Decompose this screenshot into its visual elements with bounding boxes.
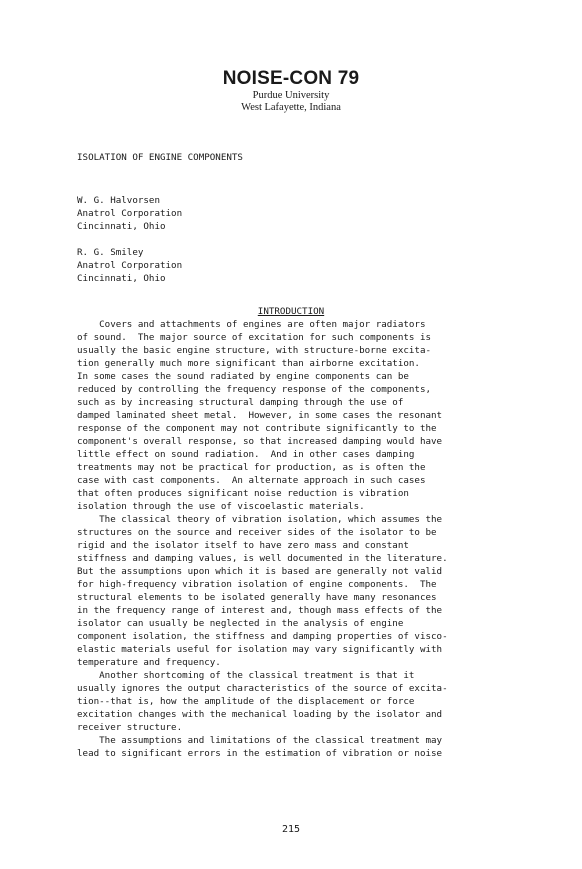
body-line: such as by increasing structural damping through the use of xyxy=(77,397,404,408)
body-line: elastic materials useful for isolation may vary significantly with xyxy=(77,644,443,655)
body-line: The assumptions and limitations of the classical treatment may xyxy=(77,735,443,746)
body-line: lead to significant errors in the estimation of vibration or noise xyxy=(77,748,443,759)
body-line: tion generally much more significant than airborne excitation. xyxy=(77,358,420,369)
body-line: treatments may not be practical for production, as is often the xyxy=(77,462,426,473)
conference-university: Purdue University xyxy=(252,90,330,101)
author-affiliation: Anatrol Corporation xyxy=(77,208,183,219)
section-heading-text: INTRODUCTION xyxy=(257,306,325,317)
body-line: Covers and attachments of engines are often major radiators xyxy=(77,319,426,330)
body-line: damped laminated sheet metal. However, in some cases the resonant xyxy=(77,410,443,421)
body-line: little effect on sound radiation. And in other cases damping xyxy=(77,449,415,460)
body-line: that often produces significant noise reduction is vibration xyxy=(77,488,409,499)
body-line: The classical theory of vibration isolation, which assumes the xyxy=(77,514,443,525)
body-line: structural elements to be isolated generally have many resonances xyxy=(77,592,437,603)
paper-title: ISOLATION OF ENGINE COMPONENTS xyxy=(77,152,243,163)
body-line: usually the basic engine structure, with structure-borne excita- xyxy=(77,345,432,356)
page-number: 215 xyxy=(281,824,301,835)
conference-title: NOISE-CON 79 xyxy=(222,68,360,89)
body-line: tion--that is, how the amplitude of the displacement or force xyxy=(77,696,415,707)
body-line: in the frequency range of interest and, though mass effects of the xyxy=(77,605,443,616)
author-name: W. G. Halvorsen xyxy=(77,195,160,206)
author-city: Cincinnati, Ohio xyxy=(77,273,166,284)
body-text xyxy=(77,318,507,760)
body-line: But the assumptions upon which it is based are generally not valid xyxy=(77,566,443,577)
body-line: for high-frequency vibration isolation of engine components. The xyxy=(77,579,437,590)
body-line: of sound. The major source of excitation for such components is xyxy=(77,332,432,343)
body-line: structures on the source and receiver sides of the isolator to be xyxy=(77,527,437,538)
author-block xyxy=(77,246,182,285)
body-line: response of the component may not contribute significantly to the xyxy=(77,423,437,434)
body-line: component isolation, the stiffness and damping properties of visco- xyxy=(77,631,448,642)
body-line: component's overall response, so that increased damping would have xyxy=(77,436,443,447)
body-line: receiver structure. xyxy=(77,722,183,733)
conference-location: West Lafayette, Indiana xyxy=(241,102,341,113)
author-name: R. G. Smiley xyxy=(77,247,144,258)
body-line: temperature and frequency. xyxy=(77,657,221,668)
body-line: case with cast components. An alternate approach in such cases xyxy=(77,475,426,486)
section-heading xyxy=(0,305,582,318)
author-affiliation: Anatrol Corporation xyxy=(77,260,183,271)
body-line: isolation through the use of viscoelastic materials. xyxy=(77,501,365,512)
author-city: Cincinnati, Ohio xyxy=(77,221,166,232)
body-line: In some cases the sound radiated by engine components can be xyxy=(77,371,409,382)
body-line: excitation changes with the mechanical loading by the isolator and xyxy=(77,709,443,720)
body-line: stiffness and damping values, is well documented in the literature. xyxy=(77,553,448,564)
body-line: usually ignores the output characteristics of the source of excita- xyxy=(77,683,448,694)
conference-header xyxy=(0,68,582,114)
body-line: rigid and the isolator itself to have zero mass and constant xyxy=(77,540,409,551)
body-line: reduced by controlling the frequency response of the components, xyxy=(77,384,432,395)
body-line: Another shortcoming of the classical treatment is that it xyxy=(77,670,415,681)
body-line: isolator can usually be neglected in the analysis of engine xyxy=(77,618,404,629)
author-block xyxy=(77,194,182,233)
